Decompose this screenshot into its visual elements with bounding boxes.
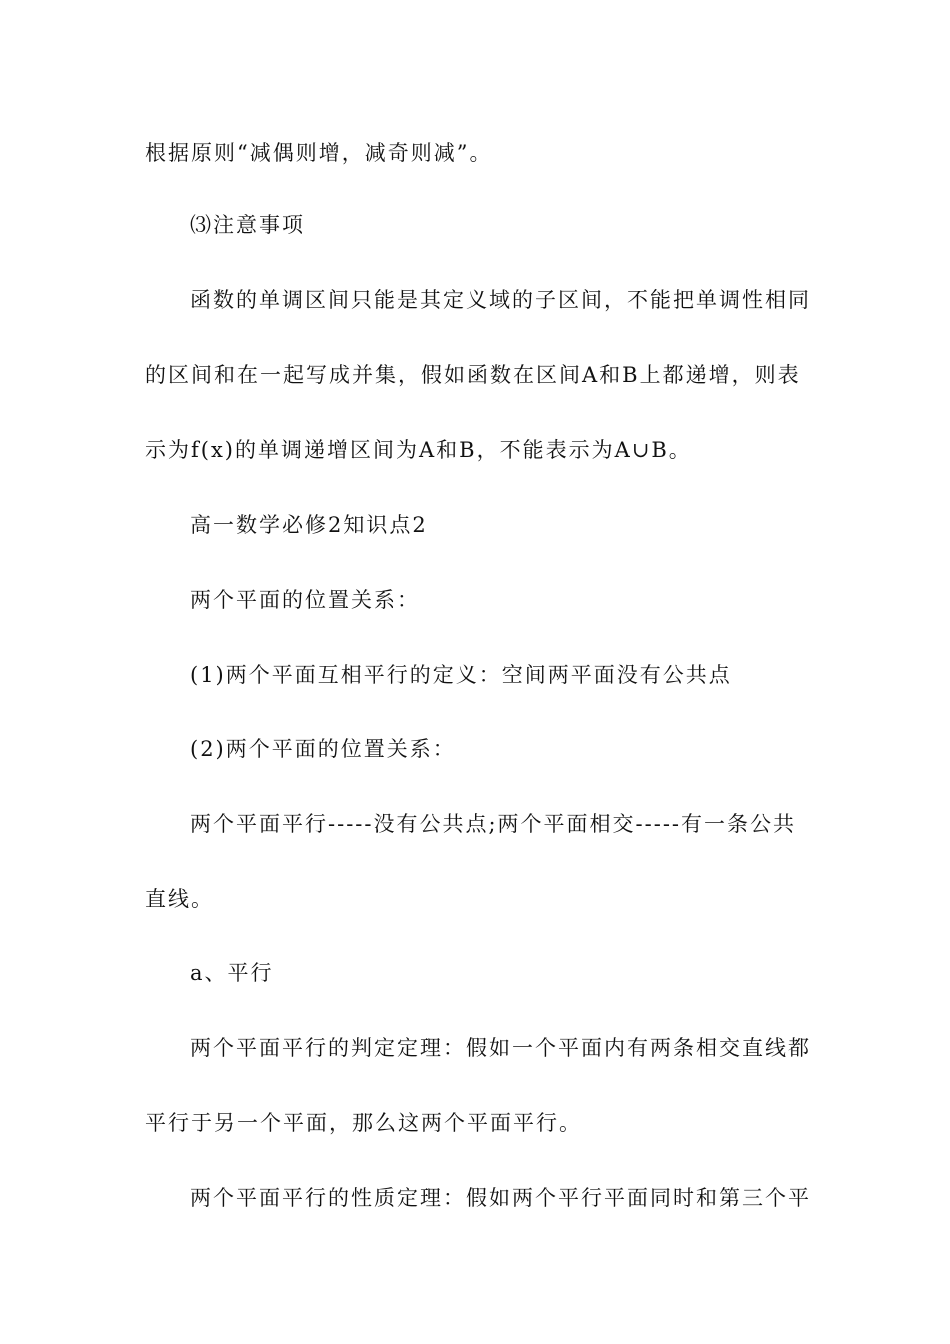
- paragraph-line: 两个平面的位置关系：: [190, 588, 420, 612]
- paragraph-line: 的区间和在一起写成并集，假如函数在区间A和B上都递增，则表: [145, 363, 801, 387]
- paragraph-line: 示为f(x)的单调递增区间为A和B，不能表示为A∪B。: [145, 438, 692, 462]
- section-title: 高一数学必修2知识点2: [190, 513, 428, 537]
- paragraph-line: 两个平面平行-----没有公共点;两个平面相交-----有一条公共: [190, 812, 797, 836]
- paragraph-line: 两个平面平行的性质定理：假如两个平行平面同时和第三个平: [190, 1186, 811, 1210]
- paragraph-line: 平行于另一个平面，那么这两个平面平行。: [145, 1111, 582, 1135]
- list-item: (1)两个平面互相平行的定义：空间两平面没有公共点: [190, 663, 732, 687]
- paragraph-line: 函数的单调区间只能是其定义域的子区间，不能把单调性相同: [190, 288, 811, 312]
- paragraph-line: 根据原则“减偶则增，减奇则减”。: [145, 141, 493, 165]
- paragraph-line: 两个平面平行的判定定理：假如一个平面内有两条相交直线都: [190, 1036, 811, 1060]
- section-heading: ⑶注意事项: [190, 213, 305, 237]
- subsection-heading: a、平行: [190, 961, 274, 985]
- list-item: (2)两个平面的位置关系：: [190, 737, 456, 761]
- paragraph-line: 直线。: [145, 887, 214, 911]
